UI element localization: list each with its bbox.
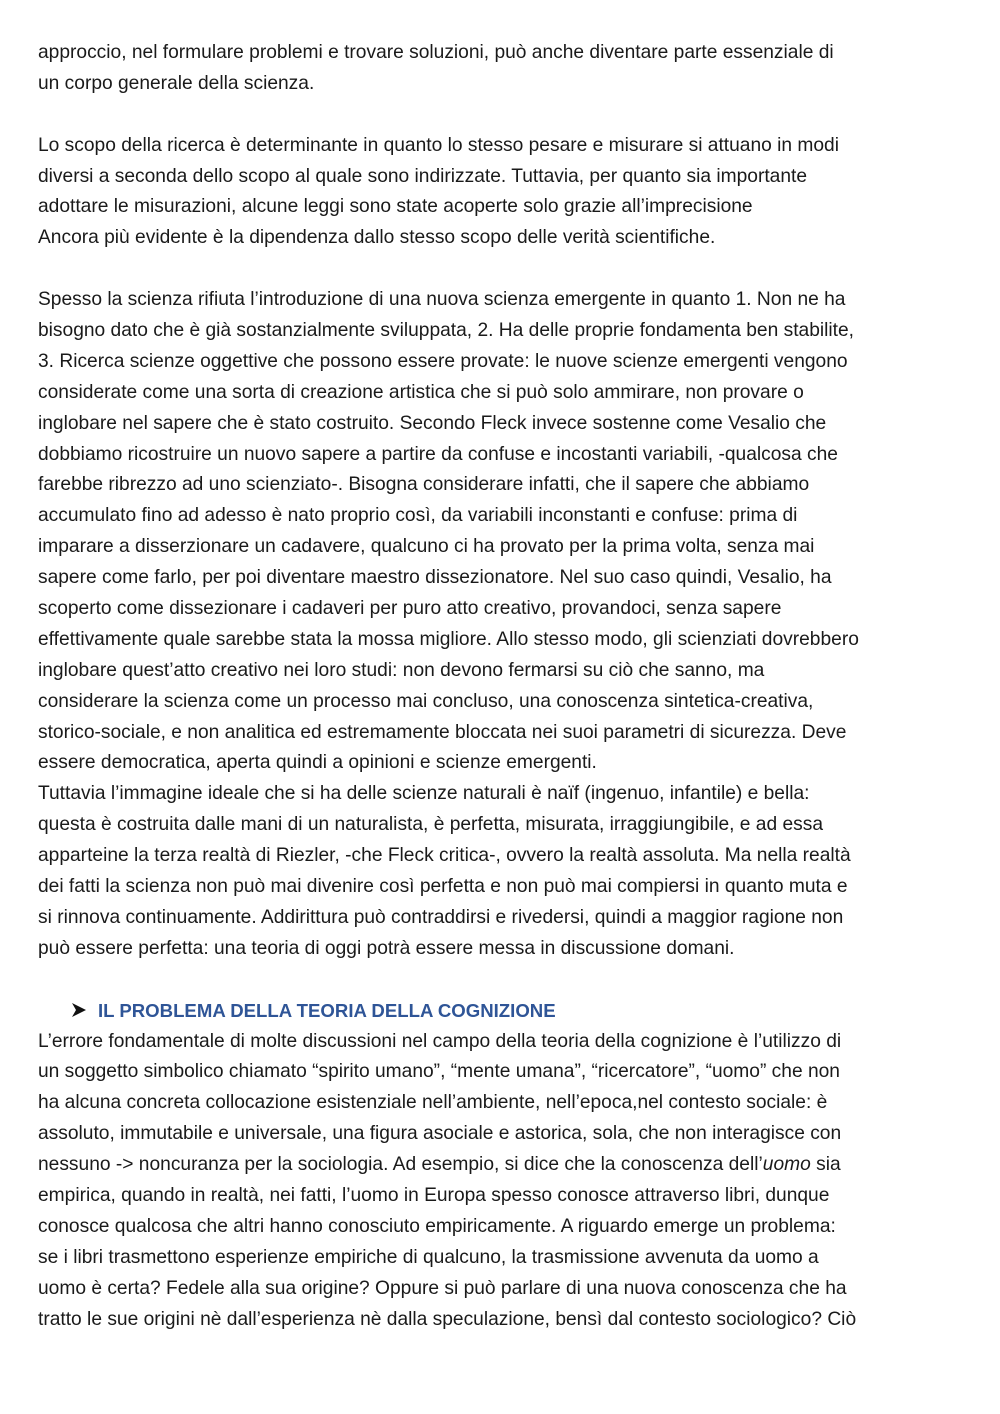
paragraph-spacer bbox=[38, 100, 963, 131]
text-line: ha alcuna concreta collocazione esistenziale nell’ambiente, nell’epoca,nel contesto sociale: è bbox=[38, 1092, 828, 1114]
text-line: storico-sociale, e non analitica ed estremamente bloccata nei suoi parametri di sicurezza. Deve bbox=[38, 721, 847, 743]
text-line: dobbiamo ricostruire un nuovo sapere a partire da confuse e incostanti variabili, -qualcosa che bbox=[38, 443, 838, 465]
text-segment: nessuno -> noncuranza per la sociologia. Ad esempio, si dice che la conoscenza dell’ bbox=[38, 1154, 763, 1176]
paragraph bbox=[38, 131, 963, 255]
text-line: 3. Ricerca scienze oggettive che possono essere provate: le nuove scienze emergenti vengono bbox=[38, 350, 848, 372]
text-line: empirica, quando in realtà, nei fatti, l’uomo in Europa spesso conosce attraverso libri, dunque bbox=[38, 1184, 830, 1206]
text-line: approccio, nel formulare problemi e trovare soluzioni, può anche diventare parte essenziale di bbox=[38, 42, 834, 63]
text-line: assoluto, immutabile e universale, una figura asociale e astorica, sola, che non interagisce con bbox=[38, 1123, 842, 1145]
paragraph bbox=[38, 285, 963, 965]
text-line bbox=[38, 1150, 963, 1181]
text-line: può essere perfetta: una teoria di oggi potrà essere messa in discussione domani. bbox=[38, 937, 735, 959]
text-line: diversi a seconda dello scopo al quale sono indirizzate. Tuttavia, per quanto sia importante bbox=[38, 165, 808, 187]
text-line: bisogno dato che è già sostanzialmente sviluppata, 2. Ha delle proprie fondamenta ben stabilite, bbox=[38, 320, 854, 342]
text-line: un corpo generale della scienza. bbox=[38, 72, 315, 94]
text-line: tratto le sue origini nè dall’esperienza nè dalla speculazione, bensì dal contesto sociologico? Ciò bbox=[38, 1308, 857, 1330]
text-line: inglobare quest’atto creativo nei loro studi: non devono fermarsi su ciò che sanno, ma bbox=[38, 659, 765, 681]
section-heading-text: IL PROBLEMA DELLA TEORIA DELLA COGNIZIONE bbox=[98, 999, 556, 1021]
paragraph bbox=[38, 38, 963, 100]
paragraph-spacer bbox=[38, 254, 963, 285]
text-line: uomo è certa? Fedele alla sua origine? Oppure si può parlare di una nuova conoscenza che ha bbox=[38, 1277, 847, 1299]
text-line: Lo scopo della ricerca è determinante in quanto lo stesso pesare e misurare si attuano in modi bbox=[38, 134, 839, 156]
text-line: se i libri trasmettono esperienze empiriche di qualcuno, la trasmissione avvenuta da uomo a bbox=[38, 1246, 819, 1268]
text-line: questa è costruita dalle mani di un naturalista, è perfetta, misurata, irraggiungibile, e ad essa bbox=[38, 814, 824, 836]
text-line: effettivamente quale sarebbe stata la mossa migliore. Allo stesso modo, gli scienziati dovrebbero bbox=[38, 628, 859, 650]
text-line: dei fatti la scienza non può mai divenire così perfetta e non può mai compiersi in quanto muta e bbox=[38, 876, 848, 898]
text-line: essere democratica, aperta quindi a opinioni e scienze emergenti. bbox=[38, 752, 597, 774]
text-line: farebbe ribrezzo ad uno scienziato-. Bisogna considerare infatti, che il sapere che abbiamo bbox=[38, 474, 810, 496]
text-line: considerate come una sorta di creazione artistica che si può solo ammirare, non provare o bbox=[38, 381, 804, 403]
section-heading bbox=[38, 996, 963, 1027]
arrowhead-bullet-icon-shape bbox=[70, 1001, 88, 1019]
text-line: Tuttavia l’immagine ideale che si ha delle scienze naturali è naïf (ingenuo, infantile) e bella: bbox=[38, 783, 810, 805]
text-line: Ancora più evidente è la dipendenza dallo stesso scopo delle verità scientifiche. bbox=[38, 227, 716, 249]
document-page bbox=[38, 38, 963, 1335]
paragraph-spacer bbox=[38, 965, 963, 996]
italic-word: uomo bbox=[762, 1154, 811, 1176]
text-line: apparteine la terza realtà di Riezler, -che Fleck critica-, ovvero la realtà assoluta. Ma nella realtà bbox=[38, 845, 851, 867]
text-line: imparare a disserzionare un cadavere, qualcuno ci ha provato per la prima volta, senza mai bbox=[38, 536, 815, 558]
text-line: scoperto come dissezionare i cadaveri per puro atto creativo, provandoci, senza sapere bbox=[38, 598, 782, 620]
text-line: adottare le misurazioni, alcune leggi sono state acoperte solo grazie all’imprecisione bbox=[38, 196, 753, 218]
text-line: un soggetto simbolico chiamato “spirito umano”, “mente umana”, “ricercatore”, “uomo” che non bbox=[38, 1061, 840, 1083]
text-line: L’errore fondamentale di molte discussioni nel campo della teoria della cognizione è l’utilizzo di bbox=[38, 1030, 842, 1052]
paragraph bbox=[38, 1027, 963, 1336]
text-line: accumulato fino ad adesso è nato proprio così, da variabili inconstanti e confuse: prima di bbox=[38, 505, 798, 527]
arrowhead-bullet-icon bbox=[70, 998, 90, 1029]
text-segment: sia bbox=[810, 1154, 841, 1176]
text-line: conosce qualcosa che altri hanno conosciuto empiricamente. A riguardo emerge un problema: bbox=[38, 1215, 836, 1237]
text-line: inglobare nel sapere che è stato costruito. Secondo Fleck invece sostenne come Vesalio che bbox=[38, 412, 827, 434]
text-line: Spesso la scienza rifiuta l’introduzione di una nuova scienza emergente in quanto 1. Non ne ha bbox=[38, 289, 846, 311]
text-line: si rinnova continuamente. Addirittura può contraddirsi e rivedersi, quindi a maggior ragione non bbox=[38, 906, 844, 928]
text-line: sapere come farlo, per poi diventare maestro dissezionatore. Nel suo caso quindi, Vesalio, ha bbox=[38, 567, 832, 589]
text-line: considerare la scienza come un processo mai concluso, una conoscenza sintetica-creativa, bbox=[38, 690, 814, 712]
